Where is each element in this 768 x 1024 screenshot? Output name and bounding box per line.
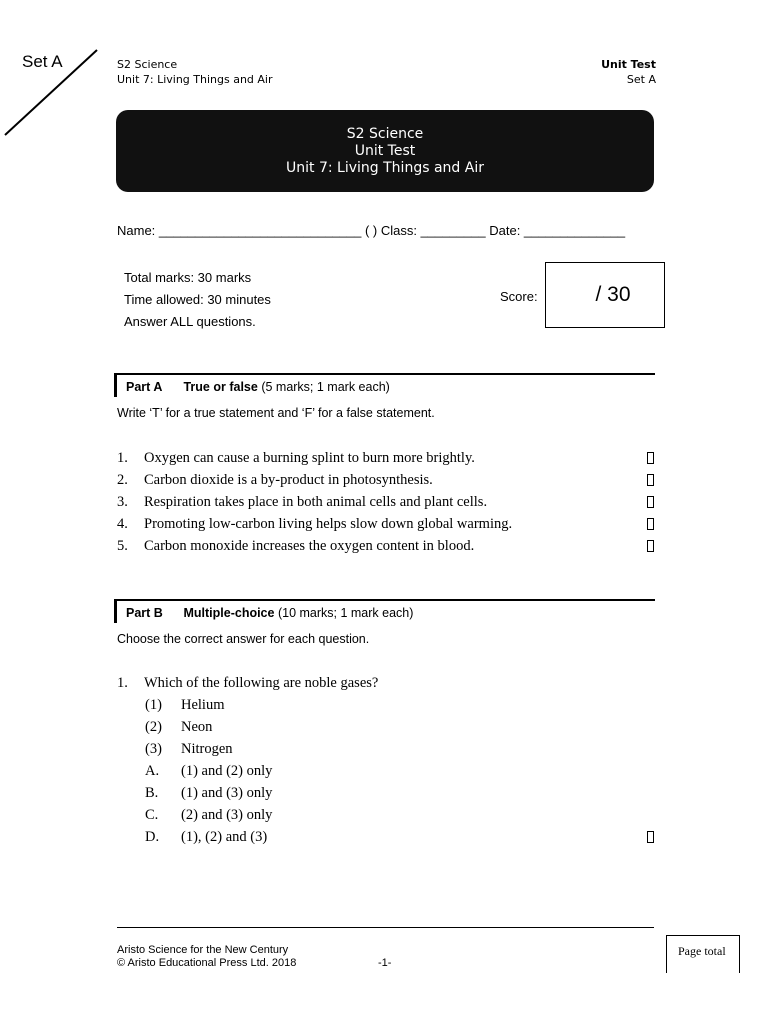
question-number: 1. (117, 450, 128, 466)
header-set: Set A (626, 73, 656, 86)
part-b-label: Part B (126, 606, 163, 620)
question-item (117, 494, 487, 511)
choice-item (145, 829, 267, 846)
part-a-title: True or false (183, 380, 258, 394)
student-info-line: Name: ____________________________ ( ) Class: _________ Date: ______________ (117, 223, 626, 238)
answer-box[interactable] (647, 540, 654, 552)
choice-item (145, 763, 272, 780)
footer-text (117, 944, 296, 970)
statement-text: Helium (181, 697, 225, 713)
choice-item (145, 807, 272, 824)
question-text: Respiration takes place in both animal cells and plant cells. (144, 494, 488, 510)
title-line-3: Unit 7: Living Things and Air (286, 160, 484, 176)
part-b-title: Multiple-choice (183, 606, 275, 620)
title-box (116, 110, 654, 192)
score-label: Score: (500, 289, 538, 304)
answer-all: Answer ALL questions. (124, 314, 256, 329)
answer-box[interactable] (647, 518, 654, 530)
question-item (117, 675, 378, 692)
statement-item (145, 697, 225, 714)
part-a-marks: (5 marks; 1 mark each) (261, 380, 390, 394)
statement-number: (2) (145, 719, 162, 735)
part-a-label: Part A (126, 380, 163, 394)
footer-publication: Aristo Science for the New Century (117, 944, 289, 956)
question-text: Carbon monoxide increases the oxygen content in blood. (144, 538, 475, 554)
question-text: Which of the following are noble gases? (144, 675, 379, 691)
question-number: 2. (117, 472, 128, 488)
page-total-label: Page total (678, 944, 726, 958)
statement-item (145, 719, 212, 736)
choice-text: (1) and (3) only (181, 785, 273, 801)
question-number: 3. (117, 494, 128, 510)
choice-letter: D. (145, 829, 160, 845)
title-line-2: Unit Test (354, 143, 416, 159)
page-total-box (666, 935, 740, 973)
choice-letter: B. (145, 785, 159, 801)
answer-box[interactable] (647, 831, 654, 843)
statement-number: (1) (145, 697, 162, 713)
part-b-instruction: Choose the correct answer for each question. (117, 632, 370, 646)
choice-text: (2) and (3) only (181, 807, 273, 823)
total-marks: Total marks: 30 marks (124, 270, 252, 285)
question-item (117, 450, 475, 467)
statement-text: Neon (181, 719, 213, 735)
statement-text: Nitrogen (181, 741, 233, 757)
statement-item (145, 741, 233, 758)
part-b-marks: (10 marks; 1 mark each) (277, 606, 414, 620)
choice-item (145, 785, 272, 802)
answer-box[interactable] (647, 474, 654, 486)
question-item (117, 472, 433, 489)
corner-diagonal-line (0, 0, 110, 140)
choice-letter: A. (145, 763, 160, 779)
set-label: Set A (22, 52, 63, 71)
question-item (117, 538, 474, 555)
part-a-instruction: Write ‘T’ for a true statement and ‘F’ for a false statement. (117, 406, 435, 420)
exam-info (124, 267, 271, 333)
header-right (601, 57, 656, 87)
header-test-type: Unit Test (601, 58, 656, 71)
footer-divider (117, 927, 654, 928)
score-box (545, 262, 665, 328)
question-number: 5. (117, 538, 128, 554)
header-subject: S2 Science (117, 58, 178, 71)
question-item (117, 516, 512, 533)
question-text: Oxygen can cause a burning splint to burn more brightly. (144, 450, 475, 466)
question-text: Carbon dioxide is a by-product in photosynthesis. (144, 472, 433, 488)
statement-number: (3) (145, 741, 162, 757)
time-allowed: Time allowed: 30 minutes (124, 292, 271, 307)
choice-text: (1), (2) and (3) (181, 829, 268, 845)
page-number: -1- (378, 957, 392, 969)
header-unit: Unit 7: Living Things and Air (117, 73, 273, 86)
answer-box[interactable] (647, 452, 654, 464)
choice-text: (1) and (2) only (181, 763, 273, 779)
question-number: 1. (117, 675, 128, 691)
part-b-header (114, 599, 655, 623)
part-a-header (114, 373, 655, 397)
title-line-1: S2 Science (346, 126, 424, 142)
score-value: / 30 (595, 283, 631, 306)
choice-letter: C. (145, 807, 159, 823)
question-text: Promoting low-carbon living helps slow down global warming. (144, 516, 513, 532)
header-left (117, 57, 273, 87)
question-number: 4. (117, 516, 128, 532)
answer-box[interactable] (647, 496, 654, 508)
footer-copyright: © Aristo Educational Press Ltd. 2018 (117, 957, 297, 969)
